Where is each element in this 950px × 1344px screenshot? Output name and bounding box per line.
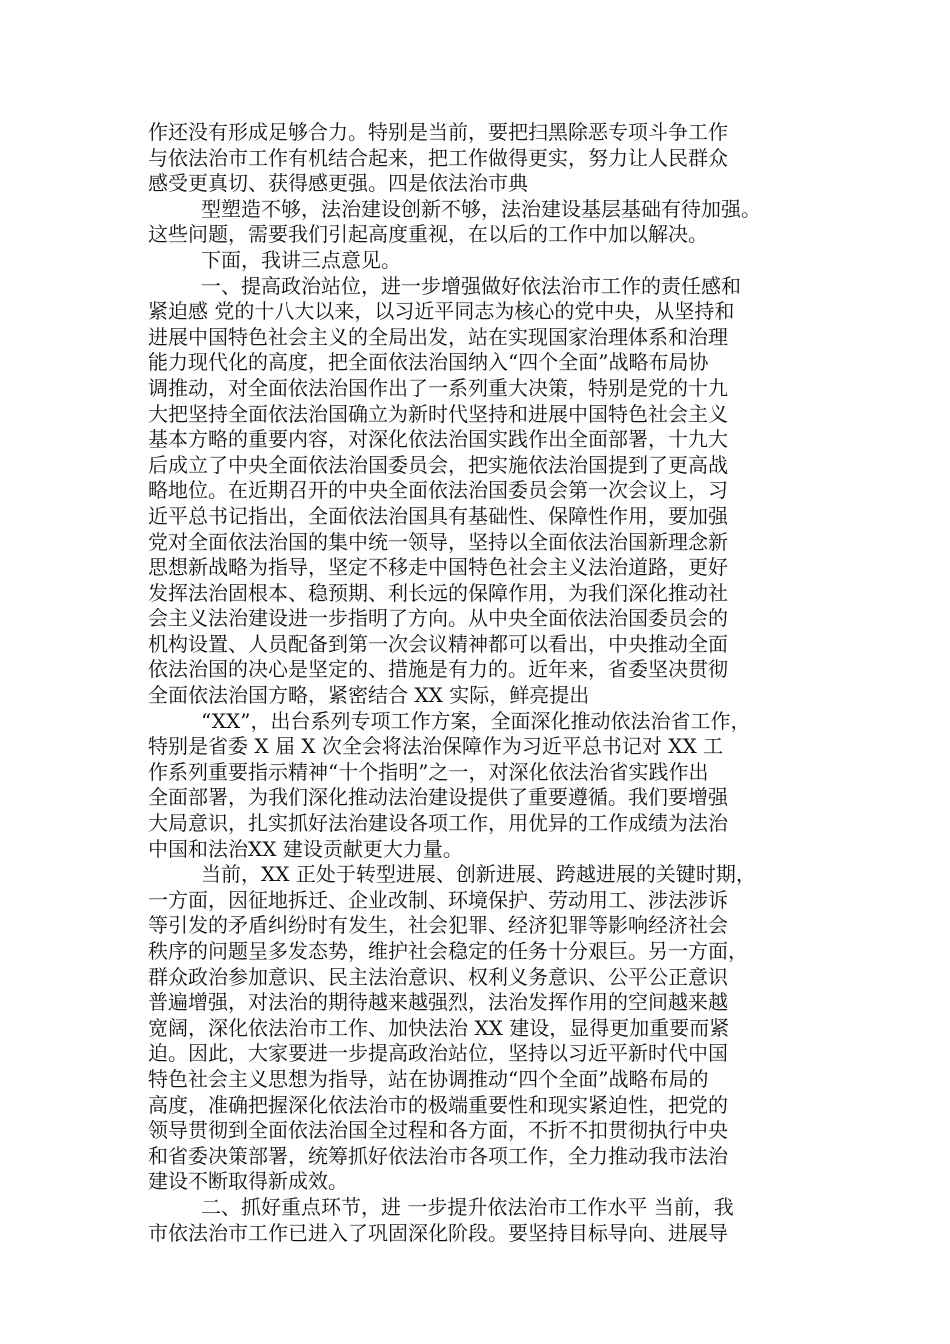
text-line: 中国和法治XX 建设贡献更大力量。 (148, 836, 463, 861)
text-line: 作还没有形成足够合力。特别是当前，要把扫黑除恶专项斗争工作 (148, 120, 728, 144)
text-line: 特别是省委 X 届 X 次全会将法治保障作为习近平总书记对 XX 工 (148, 734, 724, 759)
text-line: 基本方略的重要内容，对深化依法治国实践作出全面部署，十九大 (148, 427, 728, 452)
text-line: 宽阔，深化依法治市工作、加快法治 XX 建设，显得更加重要而紧 (148, 1015, 730, 1040)
text-line: 群众政治参加意识、民主法治意识、权利义务意识、公平公正意识 (148, 964, 728, 989)
text-line: 依法治国的决心是坚定的、措施是有力的。近年来，省委坚决贯彻 (148, 657, 728, 682)
text-line: 市依法治市工作已进入了巩固深化阶段。要坚持目标导向、进展导 (148, 1220, 728, 1245)
text-line: 型塑造不够，法治建设创新不够，法治建设基层基础有待加强。 (201, 196, 761, 221)
text-line: 这些问题，需要我们引起高度重视，在以后的工作中加以解决。 (148, 222, 708, 247)
text-line: 思想新战略为指导，坚定不移走中国特色社会主义法治道路，更好 (148, 555, 728, 580)
text-line: 后成立了中央全面依法治国委员会，把实施依法治国提到了更高战 (148, 452, 728, 477)
text-line: 下面，我讲三点意见。 (201, 247, 401, 272)
text-line: 一方面，因征地拆迁、企业改制、环境保护、劳动用工、涉法涉诉 (148, 887, 728, 912)
text-line: 会主义法治建设进一步指明了方向。从中央全面依法治国委员会的 (148, 606, 728, 631)
text-line: 等引发的矛盾纠纷时有发生，社会犯罪、经济犯罪等影响经济社会 (148, 913, 728, 938)
text-line: 建设不断取得新成效。 (148, 1169, 348, 1194)
document-body (148, 120, 828, 1246)
text-line: 略地位。在近期召开的中央全面依法治国委员会第一次会议上，习 (148, 478, 728, 503)
text-line: 作系列重要指示精神“十个指明”之一，对深化依法治省实践作出 (148, 759, 709, 784)
text-line: 调推动，对全面依法治国作出了一系列重大决策，特别是党的十九 (148, 375, 728, 400)
text-line: 全面依法治国方略，紧密结合 XX 实际，鲜亮提出 (148, 683, 590, 708)
text-line: 机构设置、人员配备到第一次会议精神都可以看出，中央推动全面 (148, 631, 728, 656)
text-line: 全面部署，为我们深化推动法治建设提供了重要遵循。我们要增强 (148, 785, 728, 810)
text-line: 领导贯彻到全面依法治国全过程和各方面，不折不扣贯彻执行中央 (148, 1118, 728, 1143)
text-line: 当前，XX 正处于转型进展、创新进展、跨越进展的关键时期， (201, 862, 756, 887)
text-line: 高度，准确把握深化依法治市的极端重要性和现实紧迫性，把党的 (148, 1092, 728, 1117)
text-line: 秩序的问题呈多发态势，维护社会稳定的任务十分艰巨。另一方面， (148, 939, 748, 963)
text-line: 二、抓好重点环节，进 一步提升依法治市工作水平 当前，我 (201, 1194, 734, 1219)
text-line: 迫。因此，大家要进一步提高政治站位，坚持以习近平新时代中国 (148, 1041, 728, 1066)
text-line: 党对全面依法治国的集中统一领导，坚持以全面依法治国新理念新 (148, 529, 728, 554)
text-line: “XX”，出台系列专项工作方案，全面深化推动依法治省工作， (201, 708, 751, 733)
text-line: 进展中国特色社会主义的全局出发，站在实现国家治理体系和治理 (148, 324, 728, 349)
text-line: 紧迫感 党的十八大以来，以习近平同志为核心的党中央，从坚持和 (148, 299, 735, 324)
text-line: 大局意识，扎实抓好法治建设各项工作，用优异的工作成绩为法治 (148, 811, 728, 836)
text-line: 大把坚持全面依法治国确立为新时代坚持和进展中国特色社会主义 (148, 401, 728, 426)
text-line: 与依法治市工作有机结合起来，把工作做得更实，努力让人民群众 (148, 145, 728, 170)
text-line: 发挥法治固根本、稳预期、利长远的保障作用，为我们深化推动社 (148, 580, 728, 605)
text-line: 一、提高政治站位，进一步增强做好依法治市工作的责任感和 (201, 273, 741, 298)
text-line: 特色社会主义思想为指导，站在协调推动“四个全面”战略布局的 (148, 1066, 709, 1091)
text-line: 和省委决策部署，统筹抓好依法治市各项工作，全力推动我市法治 (148, 1143, 728, 1168)
text-line: 能力现代化的高度，把全面依法治国纳入“四个全面”战略布局协 (148, 350, 709, 375)
text-line: 普遍增强，对法治的期待越来越强烈，法治发挥作用的空间越来越 (148, 990, 728, 1015)
text-line: 近平总书记指出，全面依法治国具有基础性、保障性作用，要加强 (148, 503, 728, 528)
text-line: 感受更真切、获得感更强。四是依法治市典 (148, 171, 528, 196)
